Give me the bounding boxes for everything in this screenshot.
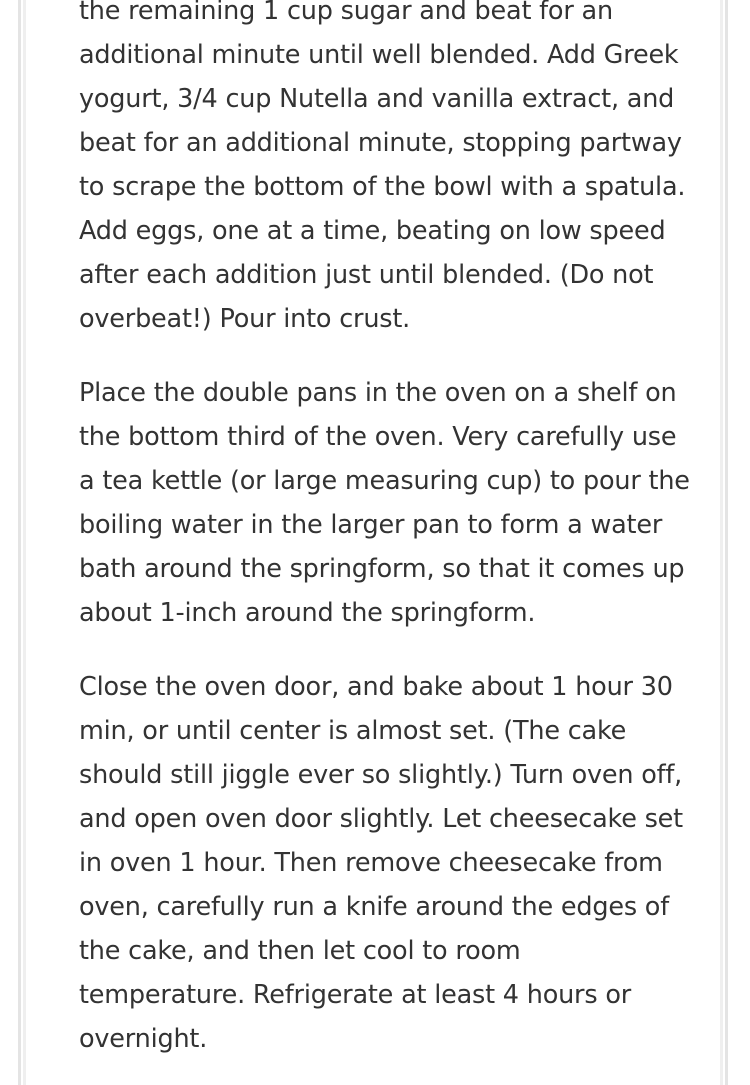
- text-line: boiling water in the larger pan to form a water: [79, 510, 663, 540]
- text-line: about 1-inch around the springform.: [79, 598, 536, 628]
- text-line: bath around the springform, so that it comes up: [79, 554, 685, 584]
- text-line: overnight.: [79, 1024, 208, 1054]
- text-line: the remaining 1 cup sugar and beat for an: [79, 0, 613, 26]
- text-line: overbeat!) Pour into crust.: [79, 304, 411, 334]
- text-line: Close the oven door, and bake about 1 hour 30: [79, 672, 673, 702]
- text-line: beat for an additional minute, stopping partway: [79, 128, 682, 158]
- text-line: yogurt, 3/4 cup Nutella and vanilla extract, and: [79, 84, 675, 114]
- instruction-paragraph-bake: [79, 665, 683, 1061]
- text-line: additional minute until well blended. Add Greek: [79, 40, 679, 70]
- text-line: min, or until center is almost set. (The cake: [79, 716, 627, 746]
- text-line: Place the double pans in the oven on a shelf on: [79, 378, 677, 408]
- text-line: oven, carefully run a knife around the edges of: [79, 892, 669, 922]
- text-line: the bottom third of the oven. Very carefully use: [79, 422, 677, 452]
- text-line: should still jiggle ever so slightly.) Turn oven off,: [79, 760, 683, 790]
- left-border-rail: [18, 0, 26, 1085]
- right-border-rail: [720, 0, 728, 1085]
- text-line: after each addition just until blended. (Do not: [79, 260, 654, 290]
- instruction-paragraph-batter: [79, 0, 686, 341]
- text-line: Add eggs, one at a time, beating on low speed: [79, 216, 666, 246]
- recipe-instructions: [79, 0, 690, 1085]
- text-line: a tea kettle (or large measuring cup) to pour the: [79, 466, 690, 496]
- text-line: to scrape the bottom of the bowl with a spatula.: [79, 172, 686, 202]
- text-line: the cake, and then let cool to room: [79, 936, 521, 966]
- text-line: and open oven door slightly. Let cheesecake set: [79, 804, 683, 834]
- instruction-paragraph-water-bath: [79, 371, 690, 635]
- text-line: in oven 1 hour. Then remove cheesecake from: [79, 848, 663, 878]
- text-line: temperature. Refrigerate at least 4 hours or: [79, 980, 632, 1010]
